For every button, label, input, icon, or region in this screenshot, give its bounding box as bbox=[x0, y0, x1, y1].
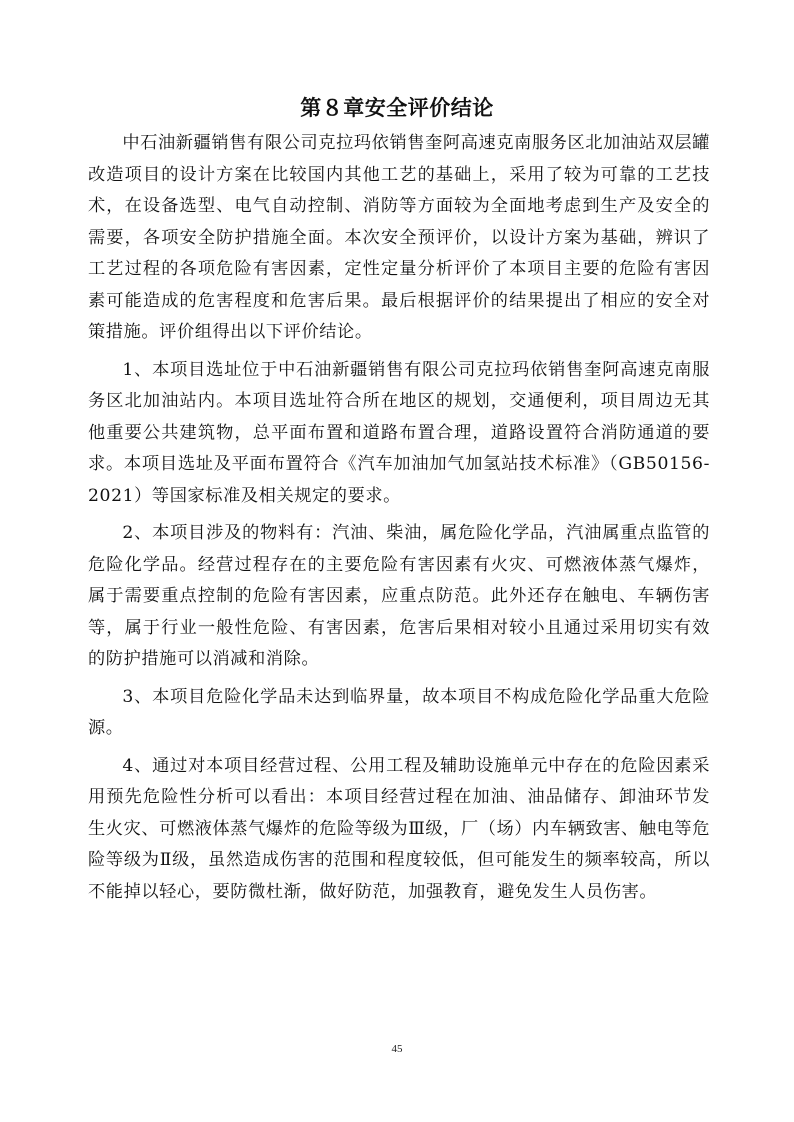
intro-paragraph: 中石油新疆销售有限公司克拉玛依销售奎阿高速克南服务区北加油站双层罐改造项目的设计方案在比较国内其他工艺的基础上，采用了较为可靠的工艺技术，在设备选型、电气自动控制、消防等方面较为全面地考虑到生产及安全的需要，各项安全防护措施全面。本次安全预评价，以设计方案为基础，辨识了工艺过程的各项危险有害因素，定性定量分析评价了本项目主要的危险有害因素可能造成的危害程度和危害后果。最后根据评价的结果提出了相应的安全对策措施。评价组得出以下评价结论。 bbox=[88, 133, 710, 342]
conclusion-item-4: 4、通过对本项目经营过程、公用工程及辅助设施单元中存在的危险因素采用预先危险性分析可以看出：本项目经营过程在加油、油品储存、卸油环节发生火灾、可燃液体蒸气爆炸的危险等级为Ⅲ级，厂（场）内车辆致害、触电等危险等级为Ⅱ级，虽然造成伤害的范围和程度较低，但可能发生的频率较高，所以不能掉以轻心，要防微杜渐，做好防范，加强教育，避免发生人员伤害。 bbox=[88, 755, 710, 902]
conclusion-item-3: 3、本项目危险化学品未达到临界量，故本项目不构成危险化学品重大危险源。 bbox=[88, 686, 710, 738]
conclusion-item-1: 1、本项目选址位于中石油新疆销售有限公司克拉玛依销售奎阿高速克南服务区北加油站内。本项目选址符合所在地区的规划，交通便利，项目周边无其他重要公共建筑物，总平面布置和道路布置合理，道路设置符合消防通道的要求。本项目选址及平面布置符合《汽车加油加气加氢站技术标准》（GB50156-2021）等国家标准及相关规定的要求。 bbox=[88, 359, 710, 506]
chapter-title: 第８章安全评价结论 bbox=[300, 96, 494, 120]
chapter-body bbox=[88, 128, 710, 914]
page-number: 45 bbox=[391, 1043, 403, 1055]
conclusion-item-2: 2、本项目涉及的物料有：汽油、柴油，属危险化学品，汽油属重点监管的危险化学品。经营过程存在的主要危险有害因素有火灾、可燃液体蒸气爆炸，属于需要重点控制的危险有害因素，应重点防范。此外还存在触电、车辆伤害等，属于行业一般性危险、有害因素，危害后果相对较小且通过采用切实有效的防护措施可以消减和消除。 bbox=[88, 523, 710, 669]
